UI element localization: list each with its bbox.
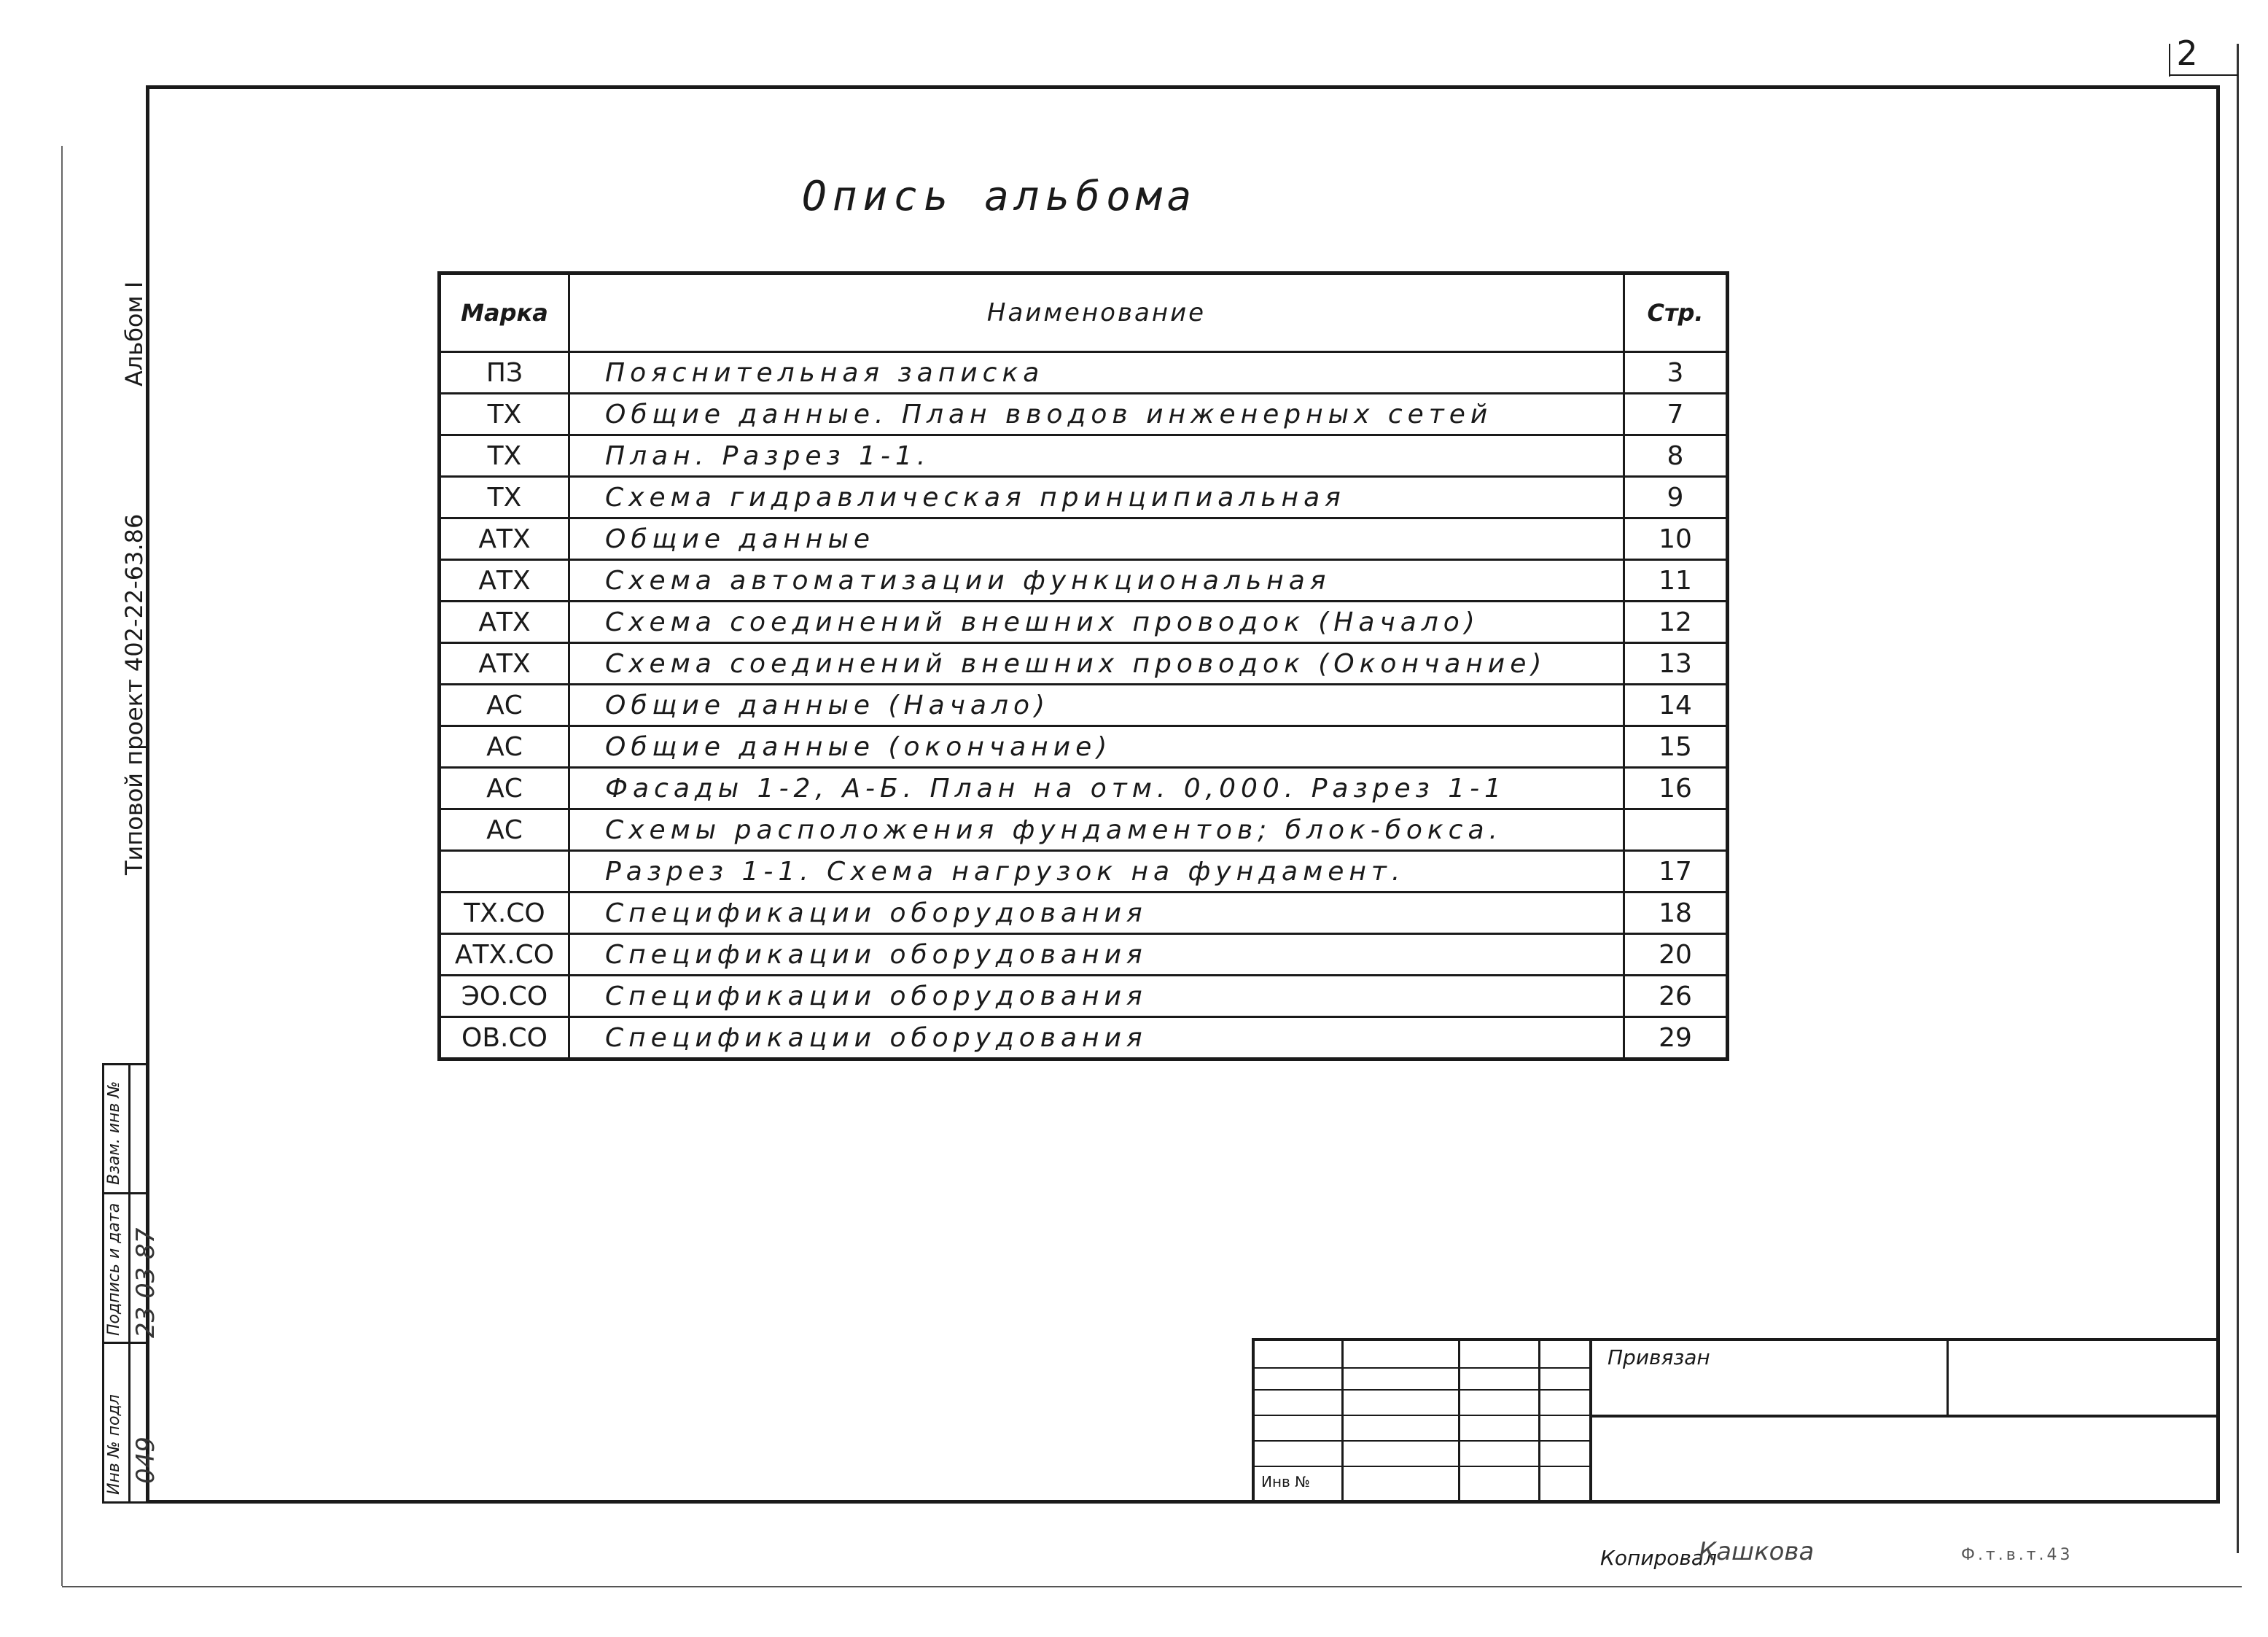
table-row (440, 477, 1728, 518)
row-name: Спецификации оборудования (569, 893, 1624, 934)
row-name: Общие данные. План вводов инженерных сетей (569, 394, 1624, 435)
row-name: Разрез 1-1. Схема нагрузок на фундамент. (569, 851, 1624, 893)
copy-code: Ф.т.в.т.43 (1961, 1546, 2073, 1564)
row-page: 9 (1624, 477, 1728, 518)
frame-right (2216, 85, 2220, 1504)
row-mark: АС (440, 726, 569, 768)
sign-date-label: Подпись и дата (105, 1202, 123, 1336)
row-name: Схема автоматизации функциональная (569, 560, 1624, 602)
row-name: Общие данные (Начало) (569, 685, 1624, 726)
row-page: 26 (1624, 976, 1728, 1017)
row-page: 20 (1624, 934, 1728, 976)
album-label: Альбом I (120, 281, 148, 386)
inv-orig-value: 049 (131, 1436, 160, 1484)
row-page: 12 (1624, 602, 1728, 643)
copier-signature: Кашкова (1699, 1537, 1815, 1566)
row-page: 17 (1624, 851, 1728, 893)
row-page: 8 (1624, 435, 1728, 477)
row-name: План. Разрез 1-1. (569, 435, 1624, 477)
album-index-table (437, 271, 1729, 1061)
row-name: Схемы расположения фундаментов; блок-бокса. (569, 809, 1624, 851)
table-row (440, 893, 1728, 934)
frame-top (146, 85, 2220, 89)
row-page: 11 (1624, 560, 1728, 602)
row-page: 14 (1624, 685, 1728, 726)
frame-bottom (146, 1500, 2220, 1504)
row-name: Схема гидравлическая принципиальная (569, 477, 1624, 518)
row-page: 3 (1624, 352, 1728, 394)
table-row (440, 685, 1728, 726)
row-page: 7 (1624, 394, 1728, 435)
row-page: 13 (1624, 643, 1728, 685)
row-mark: ТХ (440, 435, 569, 477)
table-row (440, 518, 1728, 560)
row-mark: ПЗ (440, 352, 569, 394)
header-page: Стр. (1624, 273, 1728, 352)
copied-label: Копировал (1600, 1546, 1717, 1570)
row-mark: АТХ.СО (440, 934, 569, 976)
sign-date-value: 23 03 87 (131, 1227, 160, 1338)
row-mark: ТХ.СО (440, 893, 569, 934)
row-page: 29 (1624, 1017, 1728, 1059)
table-header-row (440, 273, 1728, 352)
row-name: Пояснительная записка (569, 352, 1624, 394)
table-row (440, 352, 1728, 394)
row-page (1624, 809, 1728, 851)
table-row (440, 394, 1728, 435)
row-name: Общие данные (окончание) (569, 726, 1624, 768)
row-mark: АТХ (440, 518, 569, 560)
row-name: Спецификации оборудования (569, 934, 1624, 976)
header-name: Наименование (569, 273, 1624, 352)
row-name: Спецификации оборудования (569, 976, 1624, 1017)
table-row (440, 602, 1728, 643)
row-mark: АТХ (440, 602, 569, 643)
row-mark: АС (440, 809, 569, 851)
row-page: 18 (1624, 893, 1728, 934)
row-page: 15 (1624, 726, 1728, 768)
row-mark: АТХ (440, 560, 569, 602)
row-name: Спецификации оборудования (569, 1017, 1624, 1059)
inv-number-label: Инв № (1261, 1473, 1310, 1490)
table-row (440, 976, 1728, 1017)
row-name: Схема соединений внешних проводок (Начало) (569, 602, 1624, 643)
row-mark: ТХ (440, 477, 569, 518)
table-row (440, 726, 1728, 768)
project-label: Типовой проект 402-22-63.86 (120, 513, 148, 875)
document-title: Опись альбома (802, 173, 1198, 220)
table-row (440, 934, 1728, 976)
row-page: 10 (1624, 518, 1728, 560)
table-row (440, 851, 1728, 893)
table-row (440, 1017, 1728, 1059)
table-row (440, 809, 1728, 851)
row-mark (440, 851, 569, 893)
row-mark: АТХ (440, 643, 569, 685)
table-row (440, 435, 1728, 477)
table-row (440, 560, 1728, 602)
row-name: Схема соединений внешних проводок (Окончание) (569, 643, 1624, 685)
approved-label: Привязан (1608, 1345, 1710, 1369)
row-mark: АС (440, 768, 569, 809)
table-row (440, 643, 1728, 685)
inv-orig-label: Инв № подл (105, 1394, 123, 1495)
header-mark: Марка (440, 273, 569, 352)
row-name: Фасады 1-2, А-Б. План на отм. 0,000. Разрез 1-1 (569, 768, 1624, 809)
table-body (440, 352, 1728, 1059)
replace-inv-label: Взам. инв № (105, 1081, 123, 1185)
table-row (440, 768, 1728, 809)
row-mark: ТХ (440, 394, 569, 435)
row-mark: ЭО.СО (440, 976, 569, 1017)
row-mark: ОВ.СО (440, 1017, 569, 1059)
row-page: 16 (1624, 768, 1728, 809)
row-name: Общие данные (569, 518, 1624, 560)
row-mark: АС (440, 685, 569, 726)
page-number: 2 (2176, 34, 2198, 73)
